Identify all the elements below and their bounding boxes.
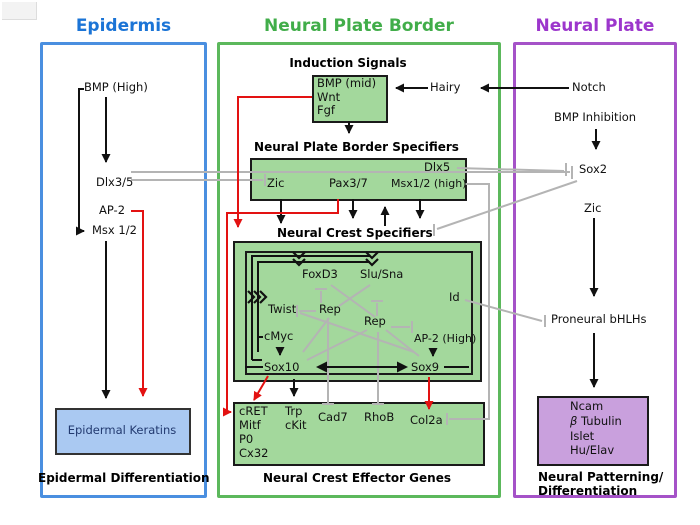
node-cmyc: cMyc xyxy=(264,329,294,343)
node-slu-sna: Slu/Sna xyxy=(360,267,404,281)
epidermal-keratins-label: Epidermal Keratins xyxy=(67,423,177,437)
effector-cx32: Cx32 xyxy=(239,446,269,460)
induction-signals-heading: Induction Signals xyxy=(289,56,407,70)
effector-mitf: Mitf xyxy=(239,418,261,432)
npb-specifiers-heading: Neural Plate Border Specifiers xyxy=(254,140,459,154)
node-zic: Zic xyxy=(267,176,285,190)
node-id: Id xyxy=(449,290,460,304)
effector-ckit: cKit xyxy=(285,418,307,432)
node-np-zic: Zic xyxy=(584,201,602,215)
effector-cad7: Cad7 xyxy=(318,410,348,424)
node-dlx5: Dlx5 xyxy=(424,160,451,174)
target-ncam: Ncam xyxy=(570,399,604,413)
neural-plate-border-title: Neural Plate Border xyxy=(264,16,454,36)
node-bmp-mid: BMP (mid) xyxy=(317,76,377,90)
node-ap2-high: AP-2 (High) xyxy=(414,332,477,345)
effector-genes-caption: Neural Crest Effector Genes xyxy=(262,471,451,485)
node-proneural-bhlhs: Proneural bHLHs xyxy=(551,312,647,326)
node-sox2: Sox2 xyxy=(579,162,608,176)
node-twist: Twist xyxy=(268,302,297,316)
beta-symbol: β xyxy=(570,414,578,428)
target-beta-tubulin xyxy=(570,415,622,428)
effector-cret: cRET xyxy=(239,404,268,418)
neural-plate-title: Neural Plate xyxy=(535,16,655,36)
neural-patterning-caption-line1: Neural Patterning/ xyxy=(538,470,664,484)
effector-p0: P0 xyxy=(239,432,254,446)
node-bmp-high: BMP (High) xyxy=(84,80,148,94)
target-hu-elav: Hu/Elav xyxy=(570,443,615,457)
node-sox9: Sox9 xyxy=(411,360,440,374)
node-ap-2: AP-2 xyxy=(99,203,126,217)
node-msx-1-2: Msx 1/2 xyxy=(92,223,137,237)
node-rep-1: Rep xyxy=(319,302,341,316)
node-pax3-7: Pax3/7 xyxy=(329,176,368,190)
node-wnt: Wnt xyxy=(317,90,341,104)
epidermis-caption: Epidermal Differentiation xyxy=(38,471,210,485)
epidermis-title: Epidermis xyxy=(75,16,172,36)
tubulin-label: Tubulin xyxy=(581,414,622,428)
effector-rhob: RhoB xyxy=(364,410,395,424)
node-notch: Notch xyxy=(572,80,606,94)
node-msx1-2-high: Msx1/2 (high) xyxy=(391,177,467,190)
node-fgf: Fgf xyxy=(317,103,335,117)
node-dlx3-5: Dlx3/5 xyxy=(96,175,134,189)
effector-trp: Trp xyxy=(285,404,303,418)
ncs-heading: Neural Crest Specifiers xyxy=(277,226,433,240)
node-hairy: Hairy xyxy=(430,80,461,94)
node-rep-2: Rep xyxy=(364,314,386,328)
node-bmp-inhibition: BMP Inhibition xyxy=(554,110,637,124)
effector-col2a: Col2a xyxy=(410,413,443,427)
target-islet: Islet xyxy=(570,429,595,443)
black-activation-arrows xyxy=(79,88,596,398)
neural-patterning-caption-line2: Differentiation xyxy=(538,484,638,498)
node-sox10: Sox10 xyxy=(264,360,300,374)
node-foxd3: FoxD3 xyxy=(302,267,338,281)
